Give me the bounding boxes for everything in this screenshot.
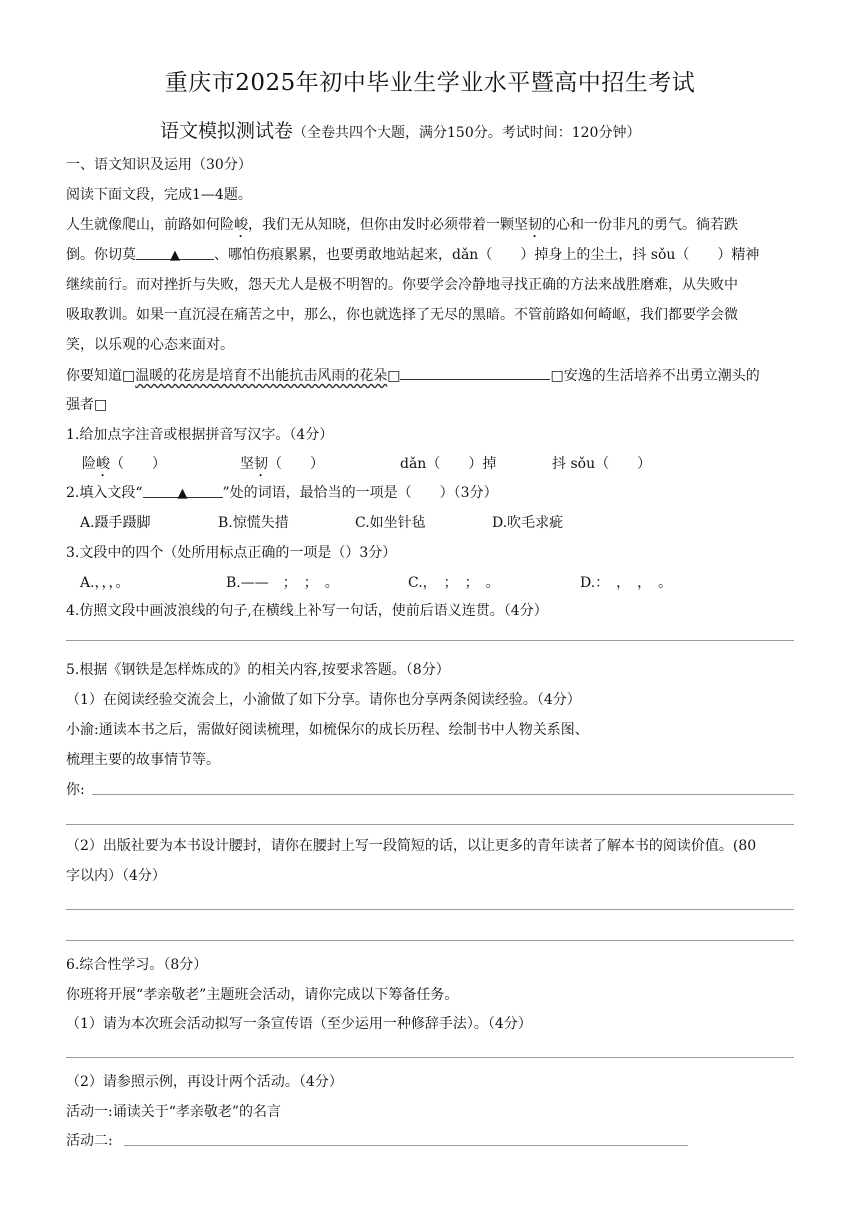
wavy-sentence: 温暖的花房是培育不出能抗击风雨的花朵 <box>135 368 388 384</box>
answer-line[interactable] <box>66 824 794 825</box>
answer-paren[interactable]: （ ） <box>110 456 166 472</box>
exam-title: 重庆市2025年初中毕业生学业水平暨高中招生考试 <box>164 70 696 96</box>
passage-text: ，我们无从知晓，但你由发时必须带着一颗坚 <box>248 217 528 233</box>
q6-part-2: （2）请参照示例，再设计两个活动。（4分） <box>66 1074 343 1090</box>
q5-part-1: （1）在阅读经验交流会上，小渝做了如下分享。请你也分享两条阅读经验。（4分） <box>66 692 581 708</box>
question-6: 6.综合性学习。（8分） <box>66 957 208 973</box>
passage-text: 倒。你切莫 <box>66 247 136 263</box>
activity-1: 活动一:诵读关于“孝亲敬老”的名言 <box>66 1104 282 1120</box>
option-b[interactable]: B.惊慌失措 <box>218 515 289 531</box>
passage-text: □安逸的生活培养不出勇立潮头的 <box>550 368 760 384</box>
question-4: 4.仿照文段中画波浪线的句子,在横线上补写一句话，使前后语义连贯。（4分） <box>66 603 548 619</box>
fill-blank[interactable] <box>136 245 214 263</box>
section-heading: 一、语文知识及运用（30分） <box>66 157 252 173</box>
q5-part-2: （2）出版社要为本书设计腰封，请你在腰封上写一段简短的话，以让更多的青年读者了解本书的阅读价值。(80 <box>66 838 757 854</box>
answer-line[interactable] <box>66 909 794 910</box>
answer-line[interactable] <box>66 1057 794 1058</box>
instruction: 阅读下面文段，完成1—4题。 <box>66 187 252 203</box>
q5-share-line-1: 小渝:通读本书之后，需做好阅读梳理，如梳保尔的成长历程、绘制书中人物关系图、 <box>66 722 589 738</box>
option-d[interactable]: D.： ， ， 。 <box>580 575 673 591</box>
question-2 <box>66 483 498 503</box>
question-5: 5.根据《钢铁是怎样炼成的》的相关内容,按要求答题。（8分） <box>66 662 450 678</box>
dotted-char: 峻 <box>234 217 248 233</box>
q1-item-a <box>82 453 166 480</box>
passage-line-5: 笑，以乐观的心态来面对。 <box>66 337 234 353</box>
passage-line-4: 吸取教训。如果一直沉浸在痛苦之中，那么，你也就选择了无尽的黑暗。不管前路如何崎岖，我们都要学会微 <box>66 307 738 323</box>
option-a[interactable]: A.蹑手蹑脚 <box>80 515 151 531</box>
fill-blank <box>143 483 223 501</box>
q5-you-label: 你: <box>66 782 85 798</box>
punct-box: □ <box>387 368 401 384</box>
question-3: 3.文段中的四个（处所用标点正确的一项是（）3分） <box>66 545 397 561</box>
passage-text: 、哪怕伤痕累累，也要勇敢地站起来，dǎn（ ）掉身上的尘土，抖 sǒu（ ）精神 <box>214 247 760 263</box>
passage-line-1 <box>66 215 738 241</box>
triangle-icon: ▲ <box>177 486 188 501</box>
passage-line-3: 继续前行。而对挫折与失败，怨天尤人是极不明智的。你要学会冷静地寻找正确的方法来战胜磨难，从失败中 <box>66 277 738 293</box>
question-1: 1.给加点字注音或根据拼音写汉字。（4分） <box>66 427 334 443</box>
answer-line[interactable] <box>66 640 794 641</box>
subtitle-text: 语文模拟测试卷 <box>160 120 294 142</box>
answer-blank[interactable] <box>400 365 550 380</box>
option-c[interactable]: C.如坐针毡 <box>355 515 426 531</box>
passage-text: 人生就像爬山，前路如何险 <box>66 217 234 233</box>
dotted-char: 韧 <box>528 217 542 233</box>
passage-text: 的心和一份非凡的勇气。徜若跌 <box>542 217 738 233</box>
answer-line[interactable] <box>124 1145 688 1146</box>
q1-item-c[interactable]: dǎn（ ）掉 <box>400 456 497 472</box>
q5-share-line-2: 梳理主要的故事情节等。 <box>66 752 220 768</box>
passage-line-2 <box>66 245 759 265</box>
item-text: 险 <box>82 456 96 472</box>
triangle-icon: ▲ <box>170 248 180 263</box>
question-text: ”处的词语，最恰当的一项是（ ）（3分） <box>222 485 498 501</box>
answer-line[interactable] <box>92 794 794 795</box>
q1-item-b <box>240 453 324 480</box>
passage-line-7: 强者□ <box>66 397 108 413</box>
q6-intro: 你班将开展“孝亲敬老”主题班会活动，请你完成以下筹备任务。 <box>66 987 459 1003</box>
option-d[interactable]: D.吹毛求疵 <box>492 515 564 531</box>
dotted-char: 韧 <box>254 456 268 472</box>
q5-part-2-cont: 字以内）（4分） <box>66 868 166 884</box>
passage-line-6 <box>66 365 760 386</box>
option-a[interactable]: A.，，，。 <box>80 575 130 591</box>
q1-item-d[interactable]: 抖 sǒu（ ） <box>552 456 652 472</box>
question-text: 2.填入文段“ <box>66 485 143 501</box>
q6-part-1: （1）请为本次班会活动拟写一条宣传语（至少运用一种修辞手法）。（4分） <box>66 1016 532 1032</box>
exam-subtitle <box>160 116 640 143</box>
item-text: 坚 <box>240 456 254 472</box>
activity-2-label: 活动二: <box>66 1133 113 1149</box>
answer-paren[interactable]: （ ） <box>268 456 324 472</box>
option-b[interactable]: B.—— ； ； 。 <box>226 575 339 591</box>
subtitle-note: （全卷共四个大题，满分150分。考试时间：120分钟） <box>293 125 641 141</box>
option-c[interactable]: C.， ； ； 。 <box>408 575 500 591</box>
answer-line[interactable] <box>66 940 794 941</box>
passage-text: 你要知道□ <box>66 368 136 384</box>
dotted-char: 峻 <box>96 456 110 472</box>
